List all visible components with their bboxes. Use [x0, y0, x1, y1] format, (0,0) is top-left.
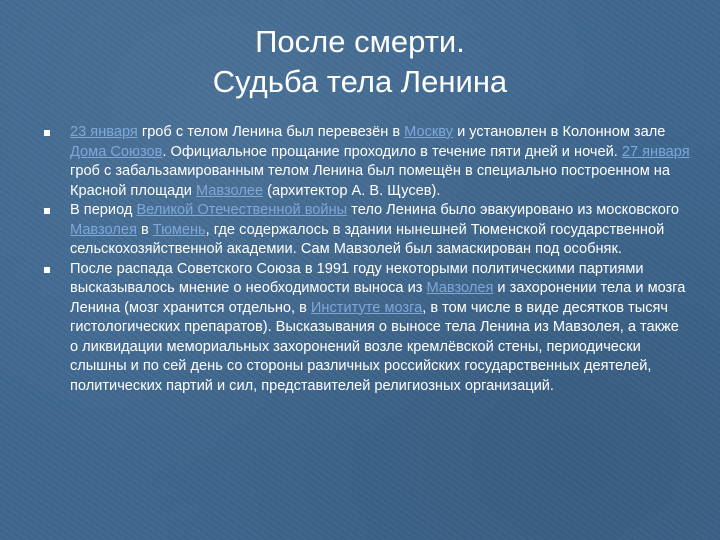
square-bullet-icon — [44, 267, 50, 273]
title-line-2: Судьба тела Ленина — [212, 64, 508, 99]
text-run: (архитектор А. В. Щусев). — [263, 182, 441, 199]
text-run: После распада Советского Союза в 1991 году некоторыми политическими партиями высказывалось мнение о необходимости выноса из — [70, 260, 644, 296]
inline-link[interactable]: Институте мозга — [310, 299, 423, 316]
text-run: В период — [70, 202, 137, 218]
square-bullet-icon — [44, 208, 50, 214]
bullet-list — [40, 123, 690, 396]
bullet-item-3 — [40, 260, 690, 397]
bullet-item-2 — [40, 201, 690, 260]
bullet-text — [70, 202, 679, 257]
text-run: в — [136, 221, 153, 238]
text-run: , где содержалось в здании нынешней Тюменской государственной сельскохозяйственной академии. Сам Мавзолей был замаскирован под особняк. — [70, 221, 665, 257]
bullet-item-1 — [40, 123, 690, 201]
text-run: и установлен в Колонном зале — [453, 124, 666, 140]
inline-link[interactable]: Москву — [404, 124, 454, 140]
slide-title — [0, 22, 720, 102]
bullet-text — [70, 261, 685, 394]
text-run: и захоронении тела и мозга Ленина (мозг хранится отдельно, в — [70, 280, 686, 316]
text-run: гроб с телом Ленина был перевезён в — [137, 124, 405, 140]
bullet-text — [70, 124, 690, 199]
inline-link[interactable]: 23 января — [70, 124, 138, 140]
title-line-1: После смерти. — [255, 24, 465, 59]
square-bullet-icon — [44, 130, 50, 136]
inline-link[interactable]: Дома Союзов — [70, 143, 163, 160]
inline-link[interactable]: Великой Отечественной войны — [136, 202, 348, 218]
text-run: тело Ленина было эвакуировано из московского — [347, 202, 680, 218]
inline-link[interactable]: Мавзолея — [426, 280, 494, 296]
inline-link[interactable]: Мавзолея — [70, 221, 137, 238]
inline-link[interactable]: 27 января — [621, 143, 690, 160]
inline-link[interactable]: Мавзолее — [195, 182, 264, 199]
text-run: гроб с забальзамированным телом Ленина был помещён в специально построенном на Красной площади — [70, 163, 670, 199]
text-run: . Официальное прощание проходило в течение пяти дней и ночей. — [162, 143, 622, 160]
text-run: , в том числе в виде десятков тысяч гистологических препаратов). Высказывания о выносе тела Ленина из Мавзолея, а также о ликвидации мемориальных захоронений возле кремлёвской стены, периодически слышны и по сей день со стороны различных российских государственных деятелей, политических партий и сил, представителей религиозных организаций. — [70, 299, 679, 394]
inline-link[interactable]: Тюмень — [152, 221, 206, 238]
